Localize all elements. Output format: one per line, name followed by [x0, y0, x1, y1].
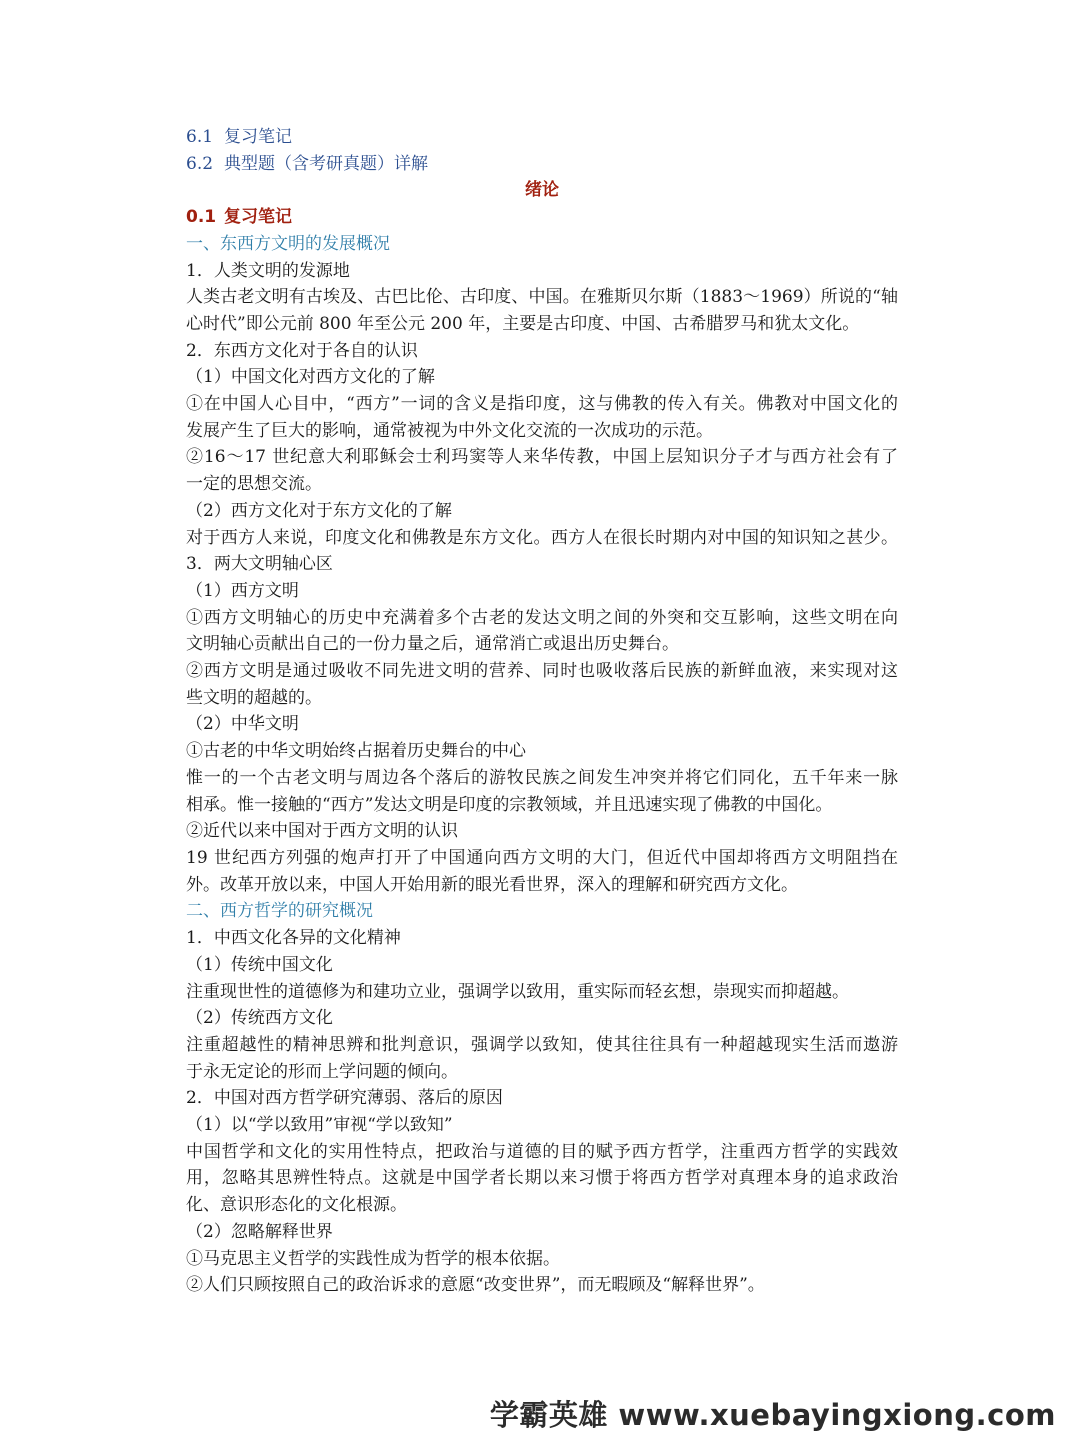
body-line: ②人们只顾按照自己的政治诉求的意愿“改变世界”，而无暇顾及“解释世界”。	[186, 1275, 765, 1296]
heading-level-1: 一、东西方文明的发展概况	[186, 233, 390, 254]
body-line: 人类古老文明有古埃及、古巴比伦、古印度、中国。在雅斯贝尔斯（1883～1969）所说的“轴	[186, 287, 898, 308]
body-line: 于永无定论的形而上学问题的倾向。	[186, 1061, 458, 1082]
body-line: 惟一的一个古老文明与周边各个落后的游牧民族之间发生冲突并将它们同化，五千年来一脉	[186, 767, 898, 788]
numbered-heading: 2．东西方文化对于各自的认识	[186, 340, 418, 361]
numbered-heading: 1．人类文明的发源地	[186, 260, 350, 281]
body-line: 化、意识形态化的文化根源。	[186, 1195, 407, 1216]
toc-number: 6.1	[186, 127, 214, 147]
body-line: 相承。惟一接触的“西方”发达文明是印度的宗教领域，并且迅速实现了佛教的中国化。	[186, 794, 833, 815]
numbered-heading: 2．中国对西方哲学研究薄弱、落后的原因	[186, 1088, 503, 1109]
sub-heading: （1）中国文化对西方文化的了解	[186, 367, 435, 388]
body-line: 中国哲学和文化的实用性特点，把政治与道德的目的赋予西方哲学，注重西方哲学的实践效	[186, 1141, 898, 1162]
body-line: 发展产生了巨大的影响，通常被视为中外文化交流的一次成功的示范。	[186, 420, 713, 441]
body-line: ②近代以来中国对于西方文明的认识	[186, 821, 458, 842]
body-line: 一定的思想交流。	[186, 474, 322, 495]
numbered-heading: 1．中西文化各异的文化精神	[186, 928, 401, 949]
body-line: 些文明的超越的。	[186, 687, 322, 708]
section-label: 复习笔记	[224, 207, 292, 228]
sub-heading: （1）西方文明	[186, 580, 299, 601]
section-heading	[186, 204, 898, 231]
body-line: 文明轴心贡献出自己的一份力量之后，通常消亡或退出历史舞台。	[186, 634, 679, 655]
body-line: 注重现世性的道德修为和建功立业，强调学以致用，重实际而轻玄想，崇现实而抑超越。	[186, 981, 849, 1002]
toc-number: 6.2	[186, 153, 214, 174]
body-line: 外。改革开放以来，中国人开始用新的眼光看世界，深入的理解和研究西方文化。	[186, 874, 798, 895]
sub-heading: （1）以“学以致用”审视“学以致知”	[186, 1115, 453, 1136]
sub-heading: （2）传统西方文化	[186, 1008, 333, 1029]
toc-label: 复习笔记	[224, 127, 292, 147]
body-line: 注重超越性的精神思辨和批判意识，强调学以致知，使其往往具有一种超越现实生活而遨游	[186, 1034, 898, 1055]
toc-item[interactable]	[186, 151, 898, 178]
body-line: ①在中国人心目中，“西方”一词的含义是指印度，这与佛教的传入有关。佛教对中国文化的	[186, 394, 898, 415]
body-line: ②西方文明是通过吸收不同先进文明的营养、同时也吸收落后民族的新鲜血液，来实现对这	[186, 661, 898, 682]
body-line: ①古老的中华文明始终占据着历史舞台的中心	[186, 741, 526, 762]
body-line: 19 世纪西方列强的炮声打开了中国通向西方文明的大门，但近代中国却将西方文明阻挡在	[186, 847, 898, 868]
body-line: 对于西方人来说，印度文化和佛教是东方文化。西方人在很长时期内对中国的知识知之甚少。	[186, 527, 898, 548]
toc-item[interactable]	[186, 124, 898, 151]
section-number: 0.1	[186, 207, 217, 228]
body-line: ②16～17 世纪意大利耶稣会士利玛窦等人来华传教，中国上层知识分子才与西方社会有了	[186, 447, 898, 468]
toc-label: 典型题（含考研真题）详解	[224, 153, 428, 174]
body-line: 用，忽略其思辨性特点。这就是中国学者长期以来习惯于将西方哲学对真理本身的追求政治	[186, 1168, 898, 1189]
sub-heading: （2）西方文化对于东方文化的了解	[186, 500, 452, 521]
numbered-heading: 3．两大文明轴心区	[186, 554, 333, 575]
sub-heading: （1）传统中国文化	[186, 954, 333, 975]
page-content	[186, 124, 898, 1299]
body-line: 心时代”即公元前 800 年至公元 200 年，主要是古印度、中国、古希腊罗马和犹太文化。	[186, 313, 860, 334]
sub-heading: （2）忽略解释世界	[186, 1221, 333, 1242]
site-watermark: 学霸英雄 www.xuebayingxiong.com	[489, 1398, 1056, 1432]
sub-heading: （2）中华文明	[186, 714, 299, 735]
body-line: ①马克思主义哲学的实践性成为哲学的根本依据。	[186, 1248, 560, 1269]
chapter-title: 绪论	[525, 180, 559, 201]
heading-level-1: 二、西方哲学的研究概况	[186, 901, 373, 922]
body-line: ①西方文明轴心的历史中充满着多个古老的发达文明之间的外突和交互影响，这些文明在向	[186, 607, 898, 628]
